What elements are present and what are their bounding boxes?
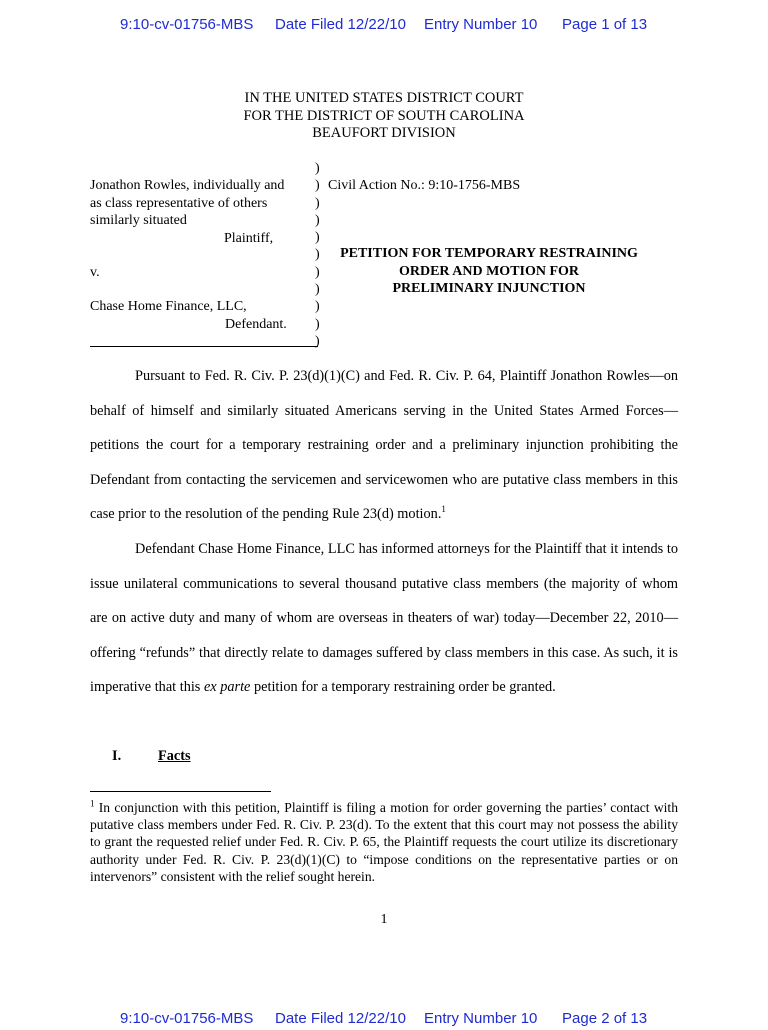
filing-header	[0, 16, 768, 36]
paren: )	[315, 316, 320, 332]
versus: v.	[90, 265, 100, 280]
plaintiff-role: Plaintiff,	[224, 230, 274, 246]
footnote	[90, 799, 678, 885]
para2-italic: ex parte	[203, 679, 251, 696]
plaintiff-block	[90, 177, 305, 247]
page-label: Page 2 of 13	[562, 1010, 648, 1027]
paren: )	[315, 212, 320, 228]
caption-paren-column	[315, 160, 320, 350]
title-line-3: PRELIMINARY INJUNCTION	[392, 281, 586, 296]
footnote-separator	[90, 791, 271, 792]
next-page-filing-header	[0, 1010, 768, 1030]
plaintiff-line-1: Jonathon Rowles, individually and	[90, 178, 285, 193]
paren: )	[315, 178, 320, 194]
paren: )	[315, 299, 320, 315]
paren: )	[315, 230, 320, 246]
entry-number: Entry Number 10	[424, 16, 538, 33]
entry-number: Entry Number 10	[424, 1010, 538, 1027]
title-line-2: ORDER AND MOTION FOR	[398, 263, 580, 279]
footnote-marker: 1	[90, 798, 95, 809]
paren: )	[315, 161, 320, 176]
civil-action-number: Civil Action No.: 9:10-1756-MBS	[328, 178, 521, 193]
defendant-name: Chase Home Finance, LLC,	[90, 299, 247, 314]
section-heading	[112, 748, 191, 765]
plaintiff-line-2: as class representative of others	[90, 195, 268, 211]
plaintiff-line-3: similarly situated	[90, 213, 187, 228]
defendant-block	[90, 298, 305, 333]
court-caption	[0, 90, 768, 143]
defendant-role: Defendant.	[225, 316, 287, 332]
court-line-3: BEAUFORT DIVISION	[312, 125, 456, 141]
paren: )	[315, 247, 320, 263]
footnote-ref: 1	[441, 504, 446, 515]
page-number: 1	[380, 912, 388, 927]
date-filed: Date Filed 12/22/10	[275, 16, 406, 33]
section-number: I.	[112, 748, 122, 764]
para1-text: Pursuant to Fed. R. Civ. P. 23(d)(1)(C) and Fed. R. Civ. P. 64, Plaintiff Jonathon Rowles—on behalf of himself and similarly situated Americans serving in the United States Armed Forces—petitions the court for a temporary restraining order and a preliminary injunction prohibiting the Defendant from contacting the servicemen and servicewomen who are putative class members in this case prior to the resolution of the pending Rule 23(d) motion.	[90, 368, 678, 523]
court-line-1: IN THE UNITED STATES DISTRICT COURT	[244, 90, 524, 106]
section-label: Facts	[158, 748, 191, 764]
date-filed: Date Filed 12/22/10	[275, 1010, 406, 1027]
paren: )	[315, 195, 320, 211]
case-number: 9:10-cv-01756-MBS	[120, 16, 254, 33]
body-paragraph-1	[90, 359, 678, 532]
page-label: Page 1 of 13	[562, 16, 648, 33]
para2-text-b: petition for a temporary restraining order be granted.	[250, 679, 556, 696]
title-line-1: PETITION FOR TEMPORARY RESTRAINING	[340, 246, 638, 261]
body-paragraph-2	[90, 532, 678, 705]
paren: )	[315, 282, 320, 298]
case-number: 9:10-cv-01756-MBS	[120, 1010, 254, 1027]
paren: )	[315, 264, 320, 280]
court-line-2: FOR THE DISTRICT OF SOUTH CAROLINA	[243, 107, 525, 124]
paren: )	[315, 333, 320, 349]
caption-underline	[90, 346, 318, 347]
document-title	[330, 245, 648, 298]
footnote-text: In conjunction with this petition, Plaintiff is filing a motion for order governing the parties’ contact with putative class members under Fed. R. Civ. P. 23(d). To the extent that this court may not possess the ability to grant the requested relief under Fed. R. Civ. P. 65, the Plaintiff requests the court utilize its discretionary authority under Fed. R. Civ. P. 23(d)(1)(C) to “impose conditions on the representative parties or on intervenors” consistent with the relief sought herein.	[90, 800, 678, 884]
para2-text-a: Defendant Chase Home Finance, LLC has informed attorneys for the Plaintiff that it intends to issue unilateral communications to several thousand putative class members (the majority of whom are on active duty and many of whom are overseas in theaters of war) today—December 22, 2010—offering “refunds” that directly relate to damages suffered by class members in this case. As such, it is imperative that this	[90, 541, 678, 696]
